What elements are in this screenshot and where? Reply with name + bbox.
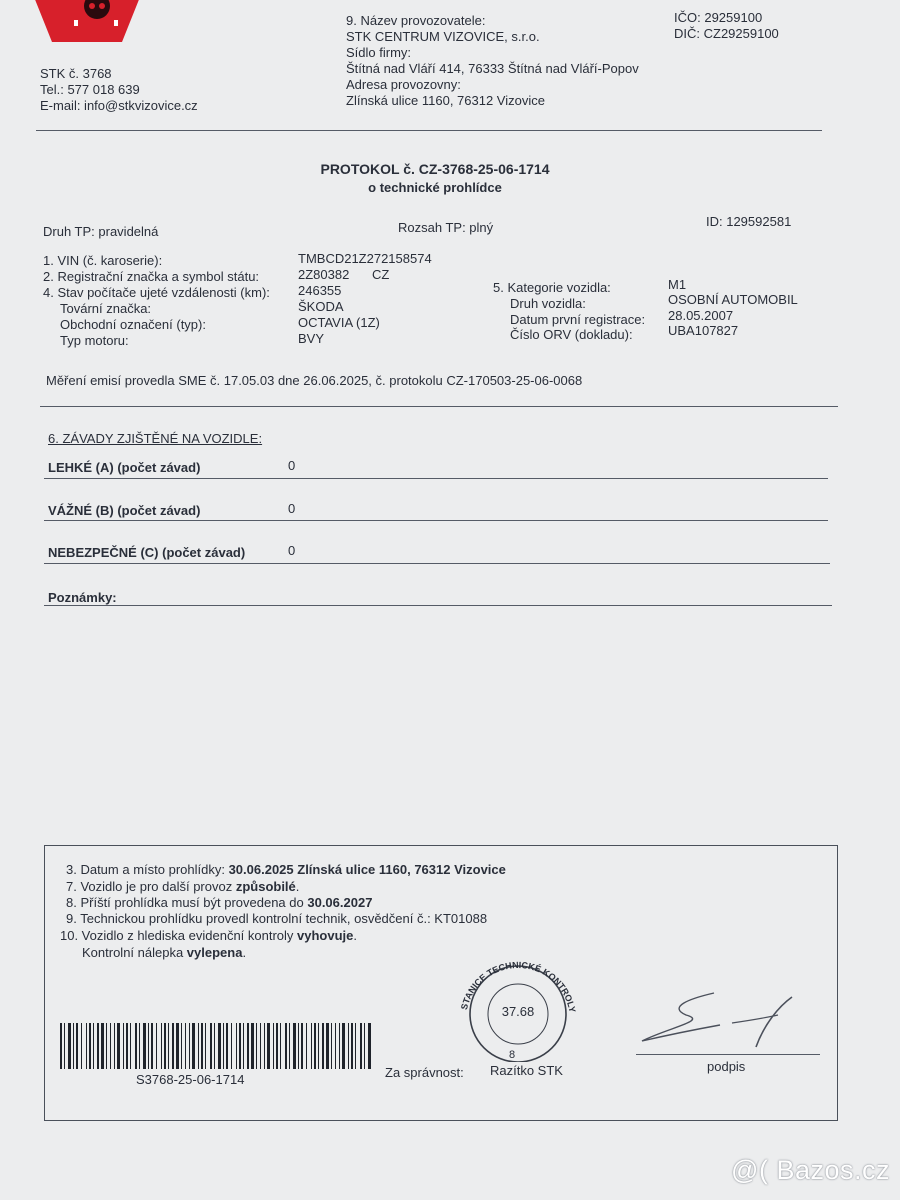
orv-label: Číslo ORV (dokladu): <box>510 327 633 342</box>
emissions-note: Měření emisí provedla SME č. 17.05.03 dne 26.06.2025, č. protokolu CZ-170503-25-06-0068 <box>46 373 583 388</box>
engine-label: Typ motoru: <box>60 333 129 348</box>
stamp-number: 37.68 <box>501 1004 535 1019</box>
signature-line <box>636 1054 820 1055</box>
signature <box>628 985 828 1057</box>
minor-defects-line <box>44 478 828 479</box>
notes-line <box>44 605 832 606</box>
operator-name: STK CENTRUM VIZOVICE, s.r.o. <box>346 29 540 44</box>
station-email: E-mail: info@stkvizovice.cz <box>40 98 198 113</box>
protocol-title: PROTOKOL č. CZ-3768-25-06-1714 <box>320 161 550 177</box>
seat-label: Sídlo firmy: <box>346 45 412 60</box>
header-divider <box>36 130 822 131</box>
model-value: OCTAVIA (1Z) <box>298 315 380 330</box>
stk-logo <box>22 0 152 52</box>
dangerous-defects-count: 0 <box>288 543 296 558</box>
barcode-text: S3768-25-06-1714 <box>136 1072 245 1087</box>
result-registration-check: 10. Vozidlo z hlediska evidenční kontroly vyhovuje. <box>60 928 358 943</box>
major-defects-count: 0 <box>288 501 296 516</box>
defects-heading: 6. ZÁVADY ZJIŠTĚNÉ NA VOZIDLE: <box>48 431 263 446</box>
major-defects-label: VÁŽNÉ (B) (počet závad) <box>48 503 201 518</box>
result-sticker: Kontrolní nálepka vylepena. <box>82 945 247 960</box>
category-label: 5. Kategorie vozidla: <box>493 280 611 295</box>
odometer-label: 4. Stav počítače ujeté vzdálenosti (km): <box>43 285 270 300</box>
station-number: STK č. 3768 <box>40 66 112 81</box>
dangerous-defects-line <box>44 563 830 564</box>
major-defects-line <box>44 520 828 521</box>
premises-address: Zlínská ulice 1160, 76312 Vizovice <box>346 93 545 108</box>
dangerous-defects-label: NEBEZPEČNÉ (C) (počet závad) <box>48 545 246 560</box>
vehicle-kind-label: Druh vozidla: <box>510 296 586 311</box>
notes-label: Poznámky: <box>48 590 117 605</box>
correctness-label: Za správnost: <box>385 1065 464 1080</box>
ico: IČO: 29259100 <box>674 10 763 25</box>
inspection-scope: Rozsah TP: plný <box>398 220 494 235</box>
seat-address: Štítná nad Vláří 414, 76333 Štítná nad Vláří-Popov <box>346 61 639 76</box>
make-value: ŠKODA <box>298 299 344 314</box>
first-registration-value: 28.05.2007 <box>668 308 734 323</box>
result-next-inspection: 8. Příští prohlídka musí být provedena do 30.06.2027 <box>66 895 373 910</box>
first-registration-label: Datum první registrace: <box>510 312 646 327</box>
result-date-place: 3. Datum a místo prohlídky: 30.06.2025 Zlínská ulice 1160, 76312 Vizovice <box>66 862 506 877</box>
bazos-watermark: @( Bazos.cz <box>731 1155 890 1185</box>
barcode <box>60 1023 372 1069</box>
inspection-type: Druh TP: pravidelná <box>43 224 159 239</box>
dic: DIČ: CZ29259100 <box>674 26 779 41</box>
category-value: M1 <box>668 277 687 292</box>
vin-label: 1. VIN (č. karoserie): <box>43 253 163 268</box>
protocol-subtitle: o technické prohlídce <box>368 180 502 195</box>
stamp-label: Razítko STK <box>490 1063 563 1078</box>
model-label: Obchodní označení (typ): <box>60 317 206 332</box>
minor-defects-count: 0 <box>288 458 296 473</box>
odometer-value: 246355 <box>298 283 342 298</box>
plate-value: 2Z80382 <box>298 267 350 282</box>
protocol-id: ID: 129592581 <box>706 214 792 229</box>
stk-stamp <box>452 958 584 1062</box>
emissions-divider <box>40 406 838 407</box>
engine-value: BVY <box>298 331 325 346</box>
plate-label: 2. Registrační značka a symbol státu: <box>43 269 260 284</box>
premises-label: Adresa provozovny: <box>346 77 461 92</box>
orv-value: UBA107827 <box>668 323 739 338</box>
stamp-ring-text: STANICE TECHNICKÉ KONTROLY <box>459 959 578 1014</box>
operator-label: 9. Název provozovatele: <box>346 13 486 28</box>
minor-defects-label: LEHKÉ (A) (počet závad) <box>48 460 201 475</box>
country-value: CZ <box>372 267 390 282</box>
vehicle-kind-value: OSOBNÍ AUTOMOBIL <box>668 292 798 307</box>
station-phone: Tel.: 577 018 639 <box>40 82 140 97</box>
make-label: Tovární značka: <box>60 301 152 316</box>
result-technician: 9. Technickou prohlídku provedl kontrolní technik, osvědčení č.: KT01088 <box>66 911 488 926</box>
stamp-sub: 8 <box>508 1049 516 1061</box>
result-fitness: 7. Vozidlo je pro další provoz způsobilé. <box>66 879 300 894</box>
vin-value: TMBCD21Z272158574 <box>298 251 432 266</box>
signature-label: podpis <box>707 1059 746 1074</box>
